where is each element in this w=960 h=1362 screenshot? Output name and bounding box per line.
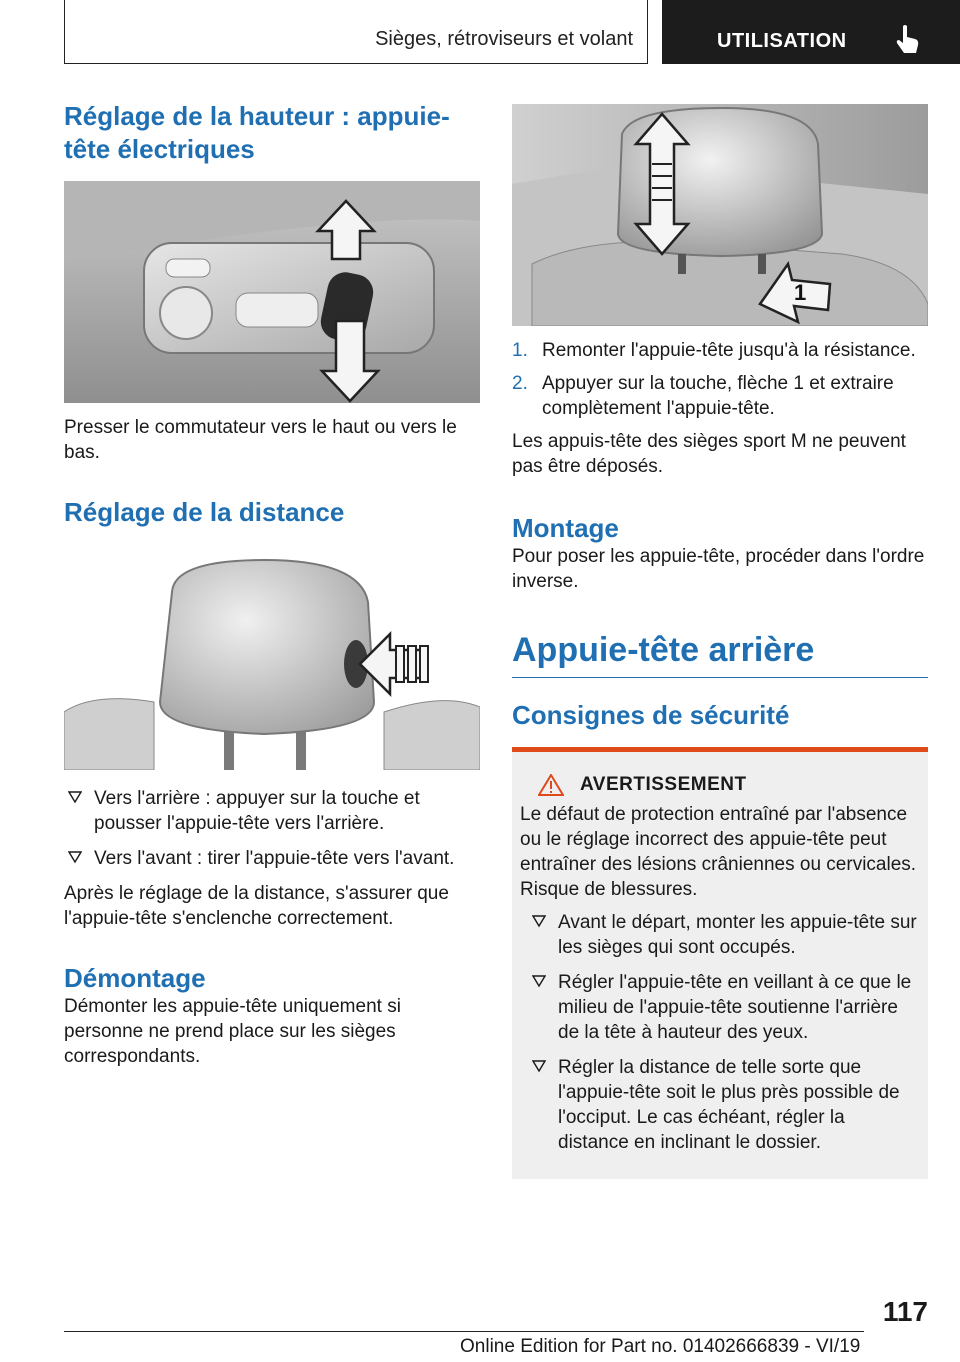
list-item-text: Vers l'arrière : appuyer sur la touche et pousser l'appuie-tête vers l'arrière. <box>94 788 420 835</box>
warning-title-text: AVERTISSEMENT <box>580 774 747 796</box>
text-height-adjust: Presser le commutateur vers le haut ou vers le bas. <box>64 417 457 463</box>
text-steps-after: Les appuis-tête des sièges sport M ne peuvent pas être déposés. <box>512 431 906 477</box>
list-item <box>64 846 480 871</box>
list-item-text: Régler l'appuie-tête en veillant à ce que le milieu de l'appuie-tête soutienne l'arrière de la tête à hauteur des yeux. <box>558 972 912 1044</box>
step-text: Remonter l'appuie-tête jusqu'à la résistance. <box>542 340 916 361</box>
list-item-text: Régler la distance de telle sorte que l'appuie-tête soit le plus près possible de l'occiput. Le cas échéant, régler la distance en inclinant le dossier. <box>558 1057 900 1154</box>
warning-box <box>512 747 928 1179</box>
left-column <box>64 100 480 1069</box>
triangle-bullet-icon <box>532 1059 546 1073</box>
list-item <box>512 338 928 363</box>
figure-callout: 1 <box>794 280 807 305</box>
page-number: 117 <box>882 1296 928 1327</box>
text-distance-after: Après le réglage de la distance, s'assurer que l'appuie-tête s'enclenche correctement. <box>64 883 449 930</box>
triangle-bullet-icon <box>68 850 82 864</box>
text-mount: Pour poser les appuie-tête, procéder dans l'ordre inverse. <box>512 546 925 593</box>
figure-headrest-removal <box>512 104 928 326</box>
triangle-bullet-icon <box>532 974 546 988</box>
figure-electric-switch <box>64 181 480 403</box>
chapter-label: UTILISATION <box>717 30 847 52</box>
heading-removal: Démontage <box>64 963 206 994</box>
list-item-text: Vers l'avant : tirer l'appuie-tête vers l'avant. <box>94 848 455 870</box>
distance-list <box>64 786 480 871</box>
headrest-distance-illustration <box>64 552 480 770</box>
pointing-hand-icon <box>894 24 922 56</box>
warning-title <box>520 774 920 796</box>
warning-text: Le défaut de protection entraîné par l'absence ou le réglage incorrect des appuie-tête peut entraîner des lésions crâniennes ou cervicales. Risque de blessures. <box>520 804 917 901</box>
step-number: 1. <box>512 340 528 361</box>
list-item-text: Avant le départ, monter les appuie-tête sur les sièges qui sont occupés. <box>558 912 917 959</box>
step-number: 2. <box>512 373 528 394</box>
removal-steps <box>512 338 928 421</box>
right-column <box>512 104 928 1179</box>
heading-height-adjust: Réglage de la hauteur : appuie-tête électriques <box>64 101 450 164</box>
edition-line: Online Edition for Part no. 01402666839 - VI/19 <box>460 1336 861 1357</box>
heading-safety: Consignes de sécurité <box>512 699 790 730</box>
list-item <box>528 970 920 1045</box>
figure-headrest-distance <box>64 552 480 770</box>
list-item <box>512 371 928 421</box>
warning-triangle-icon <box>538 774 564 796</box>
heading-rear-headrests: Appuie-tête arrière <box>512 630 928 678</box>
heading-distance-adjust: Réglage de la distance <box>64 497 345 527</box>
warning-list <box>520 910 920 1155</box>
list-item <box>528 1055 920 1155</box>
step-text: Appuyer sur la touche, flèche 1 et extraire complètement l'appuie-tête. <box>542 373 894 419</box>
triangle-bullet-icon <box>532 914 546 928</box>
section-title: Sièges, rétroviseurs et volant <box>375 28 633 50</box>
list-item <box>64 786 480 836</box>
footer-divider <box>64 1331 864 1332</box>
list-item <box>528 910 920 960</box>
text-removal: Démonter les appuie-tête uniquement si personne ne prend place sur les sièges correspondants. <box>64 996 401 1068</box>
triangle-bullet-icon <box>68 790 82 804</box>
headrest-removal-illustration <box>512 104 928 326</box>
chapter-tab <box>662 0 960 64</box>
heading-mount: Montage <box>512 513 619 543</box>
running-header <box>64 0 648 64</box>
seat-switch-illustration <box>64 181 480 403</box>
